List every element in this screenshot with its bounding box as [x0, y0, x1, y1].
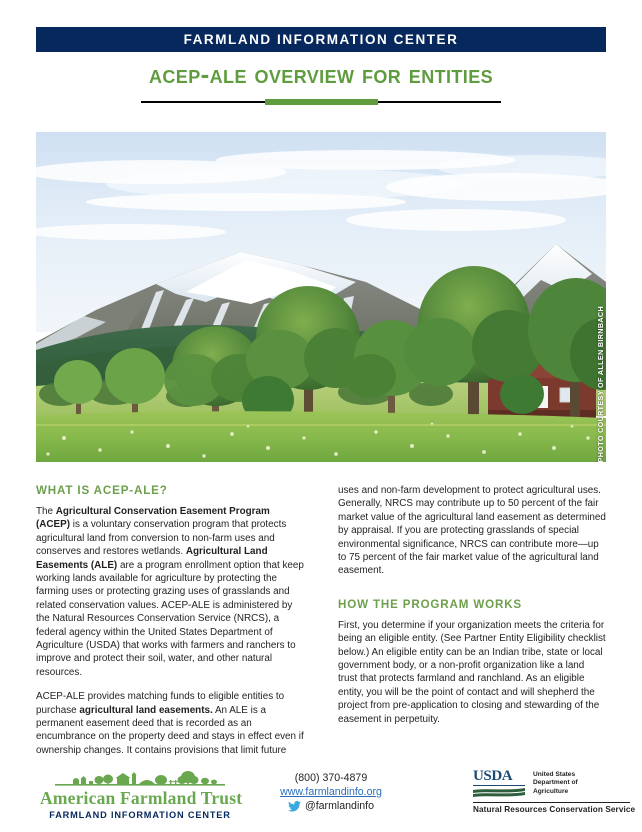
page-title: acep-ale overview for entities: [148, 59, 494, 89]
aft-subtitle: FARMLAND INFORMATION CENTER: [49, 810, 231, 821]
header-banner: [36, 27, 606, 52]
aft-name: American Farmland Trust: [40, 788, 243, 808]
section-heading-what-is-acep-ale: WHAT IS ACEP-ALE?: [36, 484, 168, 497]
twitter-handle-row[interactable]: [288, 799, 374, 813]
usda-mark: [473, 769, 525, 800]
usda-wordmark: USDA: [473, 769, 525, 786]
title-divider-accent: [265, 99, 378, 105]
section-heading-how-the-program-works: HOW THE PROGRAM WORKS: [338, 597, 523, 611]
farm-skyline-icon: [55, 768, 225, 788]
twitter-bird-icon: [288, 801, 301, 812]
twitter-handle-text: @farmlandinfo: [304, 800, 375, 812]
hero-photo: [36, 132, 606, 462]
usda-nrcs-logo: [473, 768, 636, 814]
header-banner-text: FARMLAND INFORMATION CENTER: [183, 31, 459, 47]
paragraph-matching-funds: ACEP-ALE provides matching funds to eligible entities to purchase agricultural land easements. An ALE is a permanent easement deed that is recorded as an encumbrance on the property deed and stays in effect even if ownership changes. It contains provisions that limit future: [36, 691, 304, 756]
left-column: [36, 484, 304, 757]
social-row: [241, 799, 421, 815]
photo-credit: [593, 292, 606, 462]
usda-divider: [473, 802, 630, 803]
article-body: [36, 484, 606, 757]
usda-line-2: Department of: [533, 779, 578, 787]
american-farmland-trust-logo: [40, 768, 243, 821]
paragraph-how-it-works: First, you determine if your organization meets the criteria for being an eligible entity. (See Partner Entity Eligibility checklist below.) An eligible entity can be an Indian tribe, state or local government body, or a non-profit organization like a land trust that protects farmland and ranchland. As an eligible entity, you will be the point of contact and will shepherd the project from pre-application to closing and stewarding of the easement in perpetuity.: [338, 619, 606, 725]
phone-number: (800) 370-4879: [294, 772, 368, 784]
nrcs-agency-name: Natural Resources Conservation Service: [473, 805, 636, 814]
photo-credit-text: PHOTO COURTESY OF ALLEN BIRNBACH: [595, 305, 605, 462]
paragraph-continuation: uses and non-farm development to protect agricultural uses. Generally, NRCS may contribute up to 50 percent of the fair market value of the agricultural land easement as determined by appraisal. If you are protecting grasslands of special environmental significance, NRCS can contribute more—up to 75 percent of the fair market value of the agricultural land easement.: [338, 485, 606, 577]
right-column: [338, 484, 606, 757]
paragraph-what-is-acep-ale: The Agricultural Conservation Easement Program (ACEP) is a voluntary conservation program that protects agricultural land from conversion to non-farm uses and conserves and restores wetlands. Agricultural Land Easements (ALE) are a program enrollment option that keep working lands available for agriculture by protecting the farming uses or protecting grazing uses of grasslands and related conservation values. ACEP-ALE is administered by the Natural Resources Conservation Service (NRCS), a federal agency within the United States Department of Agriculture (USDA) that works with farmers and ranchers to improve and protect their soil, water, and other natural resources.: [36, 505, 304, 678]
usda-line-1: United States: [533, 771, 576, 778]
hero-photo-illustration: [36, 132, 606, 462]
contact-block: [241, 771, 421, 815]
website-link[interactable]: www.farmlandinfo.org: [280, 786, 382, 798]
usda-line-3: Agriculture: [533, 787, 569, 795]
usda-swoosh-icon: [473, 787, 525, 800]
usda-agency-lines: [533, 769, 578, 796]
usda-logo-top: [473, 769, 633, 800]
page-footer: [0, 760, 642, 832]
